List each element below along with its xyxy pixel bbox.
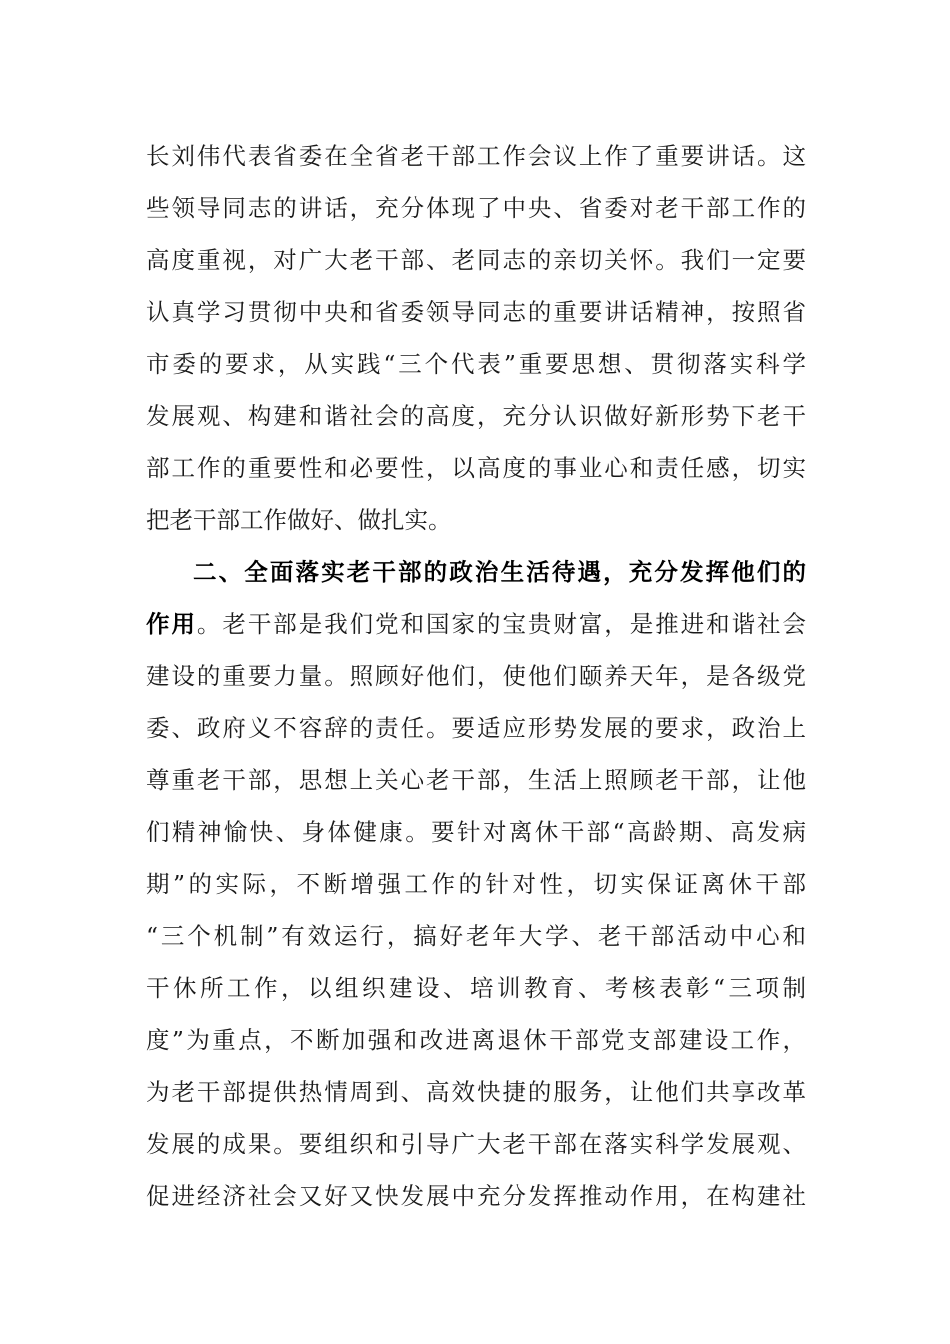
paragraph-line: 些领导同志的讲话，充分体现了中央、省委对老干部工作的 xyxy=(146,194,806,222)
paragraph-line: 建设的重要力量。照顾好他们，使他们颐养天年，是各级党 xyxy=(146,662,806,690)
paragraph-line: 把老干部工作做好、做扎实。 xyxy=(146,506,452,534)
paragraph-line: 促进经济社会又好又快发展中充分发挥推动作用，在构建社 xyxy=(146,1182,806,1210)
paragraph-line: 发展观、构建和谐社会的高度，充分认识做好新形势下老干 xyxy=(146,402,806,430)
paragraph-line: 尊重老干部，思想上关心老干部，生活上照顾老干部，让他 xyxy=(146,766,806,794)
section-heading-tail: 作用 xyxy=(146,610,197,638)
paragraph-line: 为老干部提供热情周到、高效快捷的服务，让他们共享改革 xyxy=(146,1078,806,1106)
paragraph-line: 们精神愉快、身体健康。要针对离休干部“高龄期、高发病 xyxy=(146,818,806,846)
paragraph-line: 部工作的重要性和必要性，以高度的事业心和责任感，切实 xyxy=(146,454,806,482)
paragraph-line: 干休所工作，以组织建设、培训教育、考核表彰“三项制 xyxy=(146,974,806,1002)
paragraph-line: 认真学习贯彻中央和省委领导同志的重要讲话精神，按照省 xyxy=(146,298,806,326)
paragraph-line-rest: 。老干部是我们党和国家的宝贵财富，是推进和谐社会 xyxy=(196,610,807,638)
paragraph-1 xyxy=(146,130,806,546)
paragraph-line: 度”为重点，不断加强和改进离退休干部党支部建设工作， xyxy=(146,1026,806,1054)
paragraph-line: “三个机制”有效运行，搞好老年大学、老干部活动中心和 xyxy=(146,922,806,950)
paragraph-2 xyxy=(146,546,806,1222)
paragraph-line: 发展的成果。要组织和引导广大老干部在落实科学发展观、 xyxy=(146,1130,806,1158)
paragraph-line: 市委的要求，从实践“三个代表”重要思想、贯彻落实科学 xyxy=(146,350,806,378)
paragraph-line: 委、政府义不容辞的责任。要适应形势发展的要求，政治上 xyxy=(146,714,806,742)
section-heading: 二、全面落实老干部的政治生活待遇，充分发挥他们的 xyxy=(193,558,806,586)
paragraph-line: 长刘伟代表省委在全省老干部工作会议上作了重要讲话。这 xyxy=(146,142,806,170)
paragraph-line: 期”的实际，不断增强工作的针对性，切实保证离休干部 xyxy=(146,870,806,898)
paragraph-line xyxy=(146,598,806,650)
paragraph-line: 高度重视，对广大老干部、老同志的亲切关怀。我们一定要 xyxy=(146,246,806,274)
